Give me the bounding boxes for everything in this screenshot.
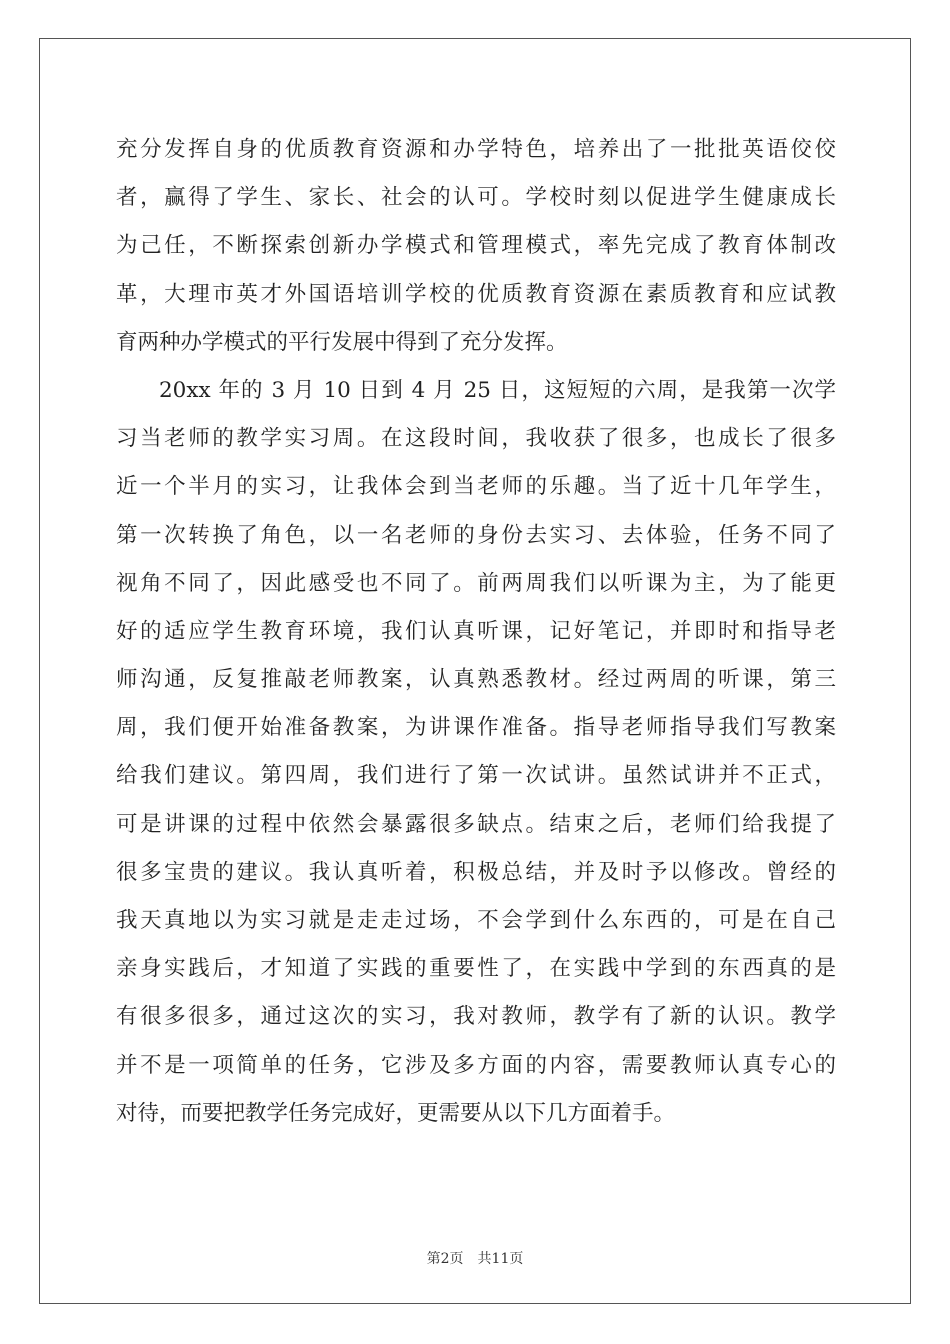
- text-line: 我天真地以为实习就是走走过场，不会学到什么东西的，可是在自己: [116, 908, 836, 933]
- paragraph: [116, 126, 836, 367]
- text-line: 者，赢得了学生、家长、社会的认可。学校时刻以促进学生健康成长: [116, 185, 836, 211]
- text-line: 周，我们便开始准备教案，为讲课作准备。指导老师指导我们写教案: [116, 715, 836, 741]
- text-line: 革，大理市英才外国语培训学校的优质教育资源在素质教育和应试教: [116, 281, 836, 307]
- document-body: [116, 126, 836, 1138]
- text-line: 育两种办学模式的平行发展中得到了充分发挥。: [116, 329, 568, 355]
- text-line: 为己任，不断探索创新办学模式和管理模式，率先完成了教育体制改: [116, 233, 836, 259]
- text-line: 很多宝贵的建议。我认真听着，积极总结，并及时予以修改。曾经的: [116, 859, 836, 885]
- text-line: 亲身实践后，才知道了实践的重要性了，在实践中学到的东西真的是: [116, 956, 836, 982]
- text-line: 视角不同了，因此感受也不同了。前两周我们以听课为主，为了能更: [116, 570, 836, 596]
- text-line: 好的适应学生教育环境，我们认真听课，记好笔记，并即时和指导老: [116, 618, 836, 644]
- text-line: 给我们建议。第四周，我们进行了第一次试讲。虽然试讲并不正式，: [116, 763, 836, 789]
- text-line: 充分发挥自身的优质教育资源和办学特色，培养出了一批批英语佼佼: [116, 137, 836, 162]
- text-line: 可是讲课的过程中依然会暴露很多缺点。结束之后，老师们给我提了: [116, 811, 836, 837]
- page-footer: [0, 1248, 950, 1268]
- text-line: 有很多很多，通过这次的实习，我对教师，教学有了新的认识。教学: [116, 1004, 836, 1030]
- text-line: 20xx 年的 3 月 10 日到 4 月 25 日，这短短的六周，是我第一次学: [159, 377, 836, 403]
- text-line: 近一个半月的实习，让我体会到当老师的乐趣。当了近十几年学生，: [116, 474, 836, 500]
- text-line: 师沟通，反复推敲老师教案，认真熟悉教材。经过两周的听课，第三: [116, 667, 836, 693]
- text-line: 并不是一项简单的任务，它涉及多方面的内容，需要教师认真专心的: [116, 1052, 836, 1078]
- paragraph: [116, 367, 836, 1138]
- text-line: 习当老师的教学实习周。在这段时间，我收获了很多，也成长了很多: [116, 426, 836, 452]
- text-line: 对待，而要把教学任务完成好，更需要从以下几方面着手。: [116, 1100, 676, 1126]
- text-line: 第一次转换了角色，以一名老师的身份去实习、去体验，任务不同了: [116, 522, 836, 548]
- page-number: 第2页: [426, 1251, 464, 1267]
- page-total: 共11页: [477, 1251, 524, 1267]
